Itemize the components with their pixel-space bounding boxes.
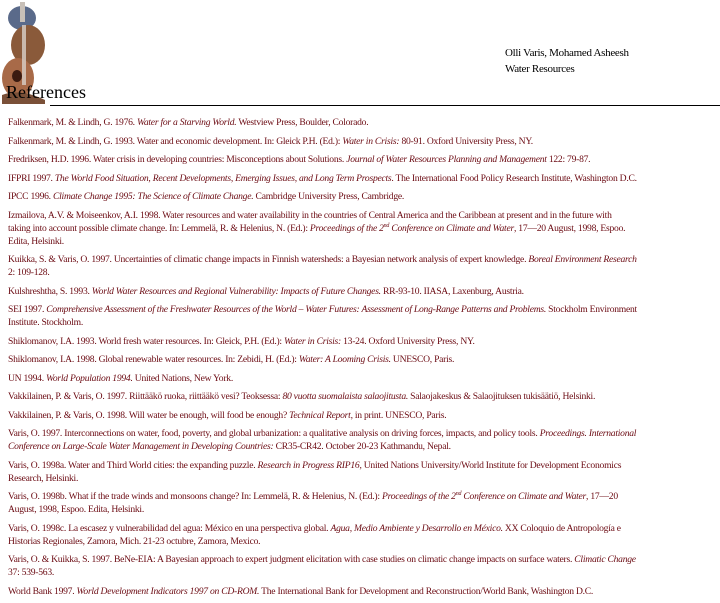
reference-text: Salaojakeskus & Salaojituksen tukisäätiö, Helsinki.	[408, 391, 596, 402]
reference-text: SEI 1997.	[8, 304, 47, 315]
reference-title: Water in Crisis:	[284, 335, 341, 347]
reference-text: 37: 539-563.	[8, 567, 55, 578]
reference-title: Proceedings. International	[539, 428, 637, 439]
reference-line	[8, 135, 720, 148]
reference-line	[8, 316, 720, 329]
reference-line	[8, 153, 720, 166]
reference-line	[8, 172, 720, 185]
reference-title: Research in Progress RIP16,	[257, 459, 362, 471]
reference-item	[8, 303, 720, 329]
reference-text: Edita, Helsinki.	[8, 235, 64, 247]
reference-title: Water in Crisis:	[342, 135, 400, 147]
reference-line	[8, 472, 720, 485]
reference-title: Journal of Water Resources Planning and Management	[346, 154, 547, 165]
page-title: References	[6, 82, 86, 102]
reference-line	[8, 459, 720, 472]
reference-text: Izmailova, A.V. & Moiseenkov, A.I. 1998. Water resources and water availability in the countries of Central America and the Caribbean at present and in the future with	[8, 209, 612, 221]
reference-line	[8, 503, 720, 516]
reference-text: Westview Press, Boulder, Colorado.	[236, 117, 369, 128]
reference-text: Shiklomanov, I.A. 1993. World fresh water resources. In: Gleick, P.H. (Ed.):	[8, 335, 284, 347]
reference-item	[8, 522, 720, 548]
reference-title: Conference on Large-Scale Water Management in Developing Countries:	[8, 441, 274, 452]
reference-line	[8, 266, 720, 279]
reference-title: World Development Indicators 1997 on CD-ROM.	[76, 585, 260, 597]
subject: Water Resources	[505, 63, 575, 75]
reference-text: Varis, O. 1997. Interconnections on water, food, poverty, and global urbanization: a qualitative analysis on driving forces, impacts, and policy tools.	[8, 428, 540, 439]
reference-line	[8, 116, 720, 129]
reference-item	[8, 585, 720, 598]
reference-title: Comprehensive Assessment of the Freshwater Resources of the World – Water Futures: Assessment of Long-Range Patterns and Problems.	[46, 304, 547, 315]
reference-text: United Nations University/World Institute for Development Economics	[361, 459, 622, 471]
reference-line	[8, 553, 720, 566]
reference-text: in print. UNESCO, Paris.	[352, 409, 447, 421]
reference-title: nd	[383, 222, 390, 229]
reference-text: XX Coloquio de Antropología e	[502, 522, 621, 534]
reference-item	[8, 335, 720, 348]
reference-text: Cambridge University Press, Cambridge.	[253, 191, 405, 202]
reference-item	[8, 253, 720, 279]
reference-item	[8, 372, 720, 385]
reference-text: CR35-CR42. October 20-23 Kathmandu, Nepal.	[273, 441, 451, 452]
reference-text: Varis, O. & Kuikka, S. 1997. BeNe-EIA: A Bayesian approach to expert judgment elicitation with case studies on climatic change impacts on surface waters.	[8, 554, 575, 565]
reference-title: Technical Report,	[289, 409, 353, 421]
reference-title: Proceedings of the 2	[381, 491, 456, 502]
reference-line	[8, 522, 720, 535]
reference-line	[8, 285, 720, 298]
reference-title: 80 vuotta suomalaista salaojitusta.	[282, 391, 409, 402]
reference-item	[8, 116, 720, 129]
reference-line	[8, 372, 720, 385]
reference-item	[8, 153, 720, 166]
reference-title: Agua, Medio Ambiente y Desarrollo en México.	[330, 522, 503, 534]
reference-title: Water for a Starving World.	[136, 117, 237, 128]
reference-line	[8, 209, 720, 222]
reference-item	[8, 135, 720, 148]
reference-text: . The International Food Policy Research Institute, Washington D.C.	[391, 172, 637, 184]
reference-line	[8, 253, 720, 266]
header-info	[505, 45, 629, 77]
reference-line	[8, 585, 720, 598]
reference-text: UNESCO, Paris.	[390, 354, 455, 365]
reference-text: Institute. Stockholm.	[8, 317, 83, 328]
reference-line	[8, 390, 720, 403]
reference-text: The International Bank for Development and Reconstruction/World Bank, Washington D.C.	[259, 585, 594, 597]
reference-text: Research, Helsinki.	[8, 472, 79, 484]
reference-item	[8, 190, 720, 203]
reference-text: Varis, O. 1998b. What if the trade winds and monsoons change? In: Lemmelä, R. & Helenius, N. (Ed.):	[8, 491, 382, 502]
reference-item	[8, 427, 720, 453]
reference-line	[8, 235, 720, 248]
reference-text: 122: 79-87.	[546, 154, 591, 165]
reference-line	[8, 566, 720, 579]
reference-text: 13-24. Oxford University Press, NY.	[340, 335, 475, 347]
reference-text: taking into account possible climate change. In: Lemmelä, R. & Helenius, N. (Ed.):	[8, 222, 310, 234]
reference-item	[8, 285, 720, 298]
reference-text: Kuikka, S. & Varis, O. 1997. Uncertainties of climatic change impacts in Finnish watersheds: a Bayesian network analysis of expert knowledge.	[8, 254, 529, 265]
reference-line	[8, 440, 720, 453]
reference-item	[8, 553, 720, 579]
reference-text: Kulshreshtha, S. 1993.	[8, 285, 92, 297]
reference-line	[8, 353, 720, 366]
reference-text: August, 1998, Espoo. Edita, Helsinki.	[8, 504, 144, 515]
reference-item	[8, 409, 720, 422]
reference-text: Falkenmark, M. & Lindh, G. 1976.	[8, 117, 137, 128]
reference-line	[8, 409, 720, 422]
reference-line	[8, 427, 720, 440]
reference-text: Vakkilainen, P. & Varis, O. 1997. Riittääkö ruoka, riittääkö vesi? Teoksessa:	[8, 391, 283, 402]
reference-item	[8, 459, 720, 485]
reference-line	[8, 535, 720, 548]
reference-item	[8, 209, 720, 248]
reference-text: IPCC 1996.	[8, 191, 53, 202]
reference-text: , 17—20	[586, 491, 618, 502]
reference-title: Water: A Looming Crisis.	[298, 354, 391, 365]
reference-line	[8, 222, 720, 235]
reference-title: Boreal Environment Research	[528, 254, 637, 265]
reference-text: Historias Regionales, Zamora, Mich. 21-23 octubre, Zamora, Mexico.	[8, 535, 261, 547]
reference-list	[8, 116, 720, 603]
reference-line	[8, 303, 720, 316]
reference-line	[8, 190, 720, 203]
reference-item	[8, 172, 720, 185]
reference-title: World Population 1994.	[46, 372, 133, 384]
reference-text: Stockholm Environment	[546, 304, 637, 315]
reference-text: 2: 109-128.	[8, 267, 50, 278]
reference-title: World Water Resources and Regional Vulnerability: Impacts of Future Changes.	[91, 285, 381, 297]
reference-item	[8, 490, 720, 516]
reference-text: IFPRI 1997.	[8, 172, 55, 184]
reference-text: World Bank 1997.	[8, 585, 77, 597]
reference-text: 80-91. Oxford University Press, NY.	[399, 135, 533, 147]
reference-title: Proceedings of the 2	[309, 222, 384, 234]
reference-text: Vakkilainen, P. & Varis, O. 1998. Will water be enough, will food be enough?	[8, 409, 290, 421]
reference-text: , 17—20 August, 1998, Espoo.	[513, 222, 626, 234]
reference-text: UN 1994.	[8, 372, 46, 384]
reference-title: Conference on Climate and Water	[389, 222, 514, 234]
reference-text: Varis, O. 1998c. La escasez y vulnerabilidad del agua: México en una perspectiva global.	[8, 522, 331, 534]
reference-title: The World Food Situation, Recent Developments, Emerging Issues, and Long Term Prospects	[54, 172, 392, 184]
reference-text: Fredriksen, H.D. 1996. Water crisis in developing countries: Misconceptions about Solutions.	[8, 154, 347, 165]
reference-text: United Nations, New York.	[132, 372, 233, 384]
reference-title: Climatic Change	[574, 554, 636, 565]
reference-item	[8, 353, 720, 366]
reference-text: RR-93-10. IIASA, Laxenburg, Austria.	[380, 285, 524, 297]
header-rule	[50, 105, 720, 106]
reference-title: Conference on Climate and Water	[461, 491, 587, 502]
reference-line	[8, 490, 720, 503]
reference-text: Falkenmark, M. & Lindh, G. 1993. Water and economic development. In: Gleick P.H. (Ed.):	[8, 135, 343, 147]
reference-title: Climate Change 1995: The Science of Climate Change.	[52, 191, 254, 202]
author-names: Olli Varis, Mohamed Asheesh	[505, 47, 629, 59]
reference-text: Shiklomanov, I.A. 1998. Global renewable water resources. In: Zebidi, H. (Ed.):	[8, 354, 299, 365]
reference-item	[8, 390, 720, 403]
reference-line	[8, 335, 720, 348]
reference-text: Varis, O. 1998a. Water and Third World cities: the expanding puzzle.	[8, 459, 258, 471]
reference-title: nd	[455, 490, 462, 497]
